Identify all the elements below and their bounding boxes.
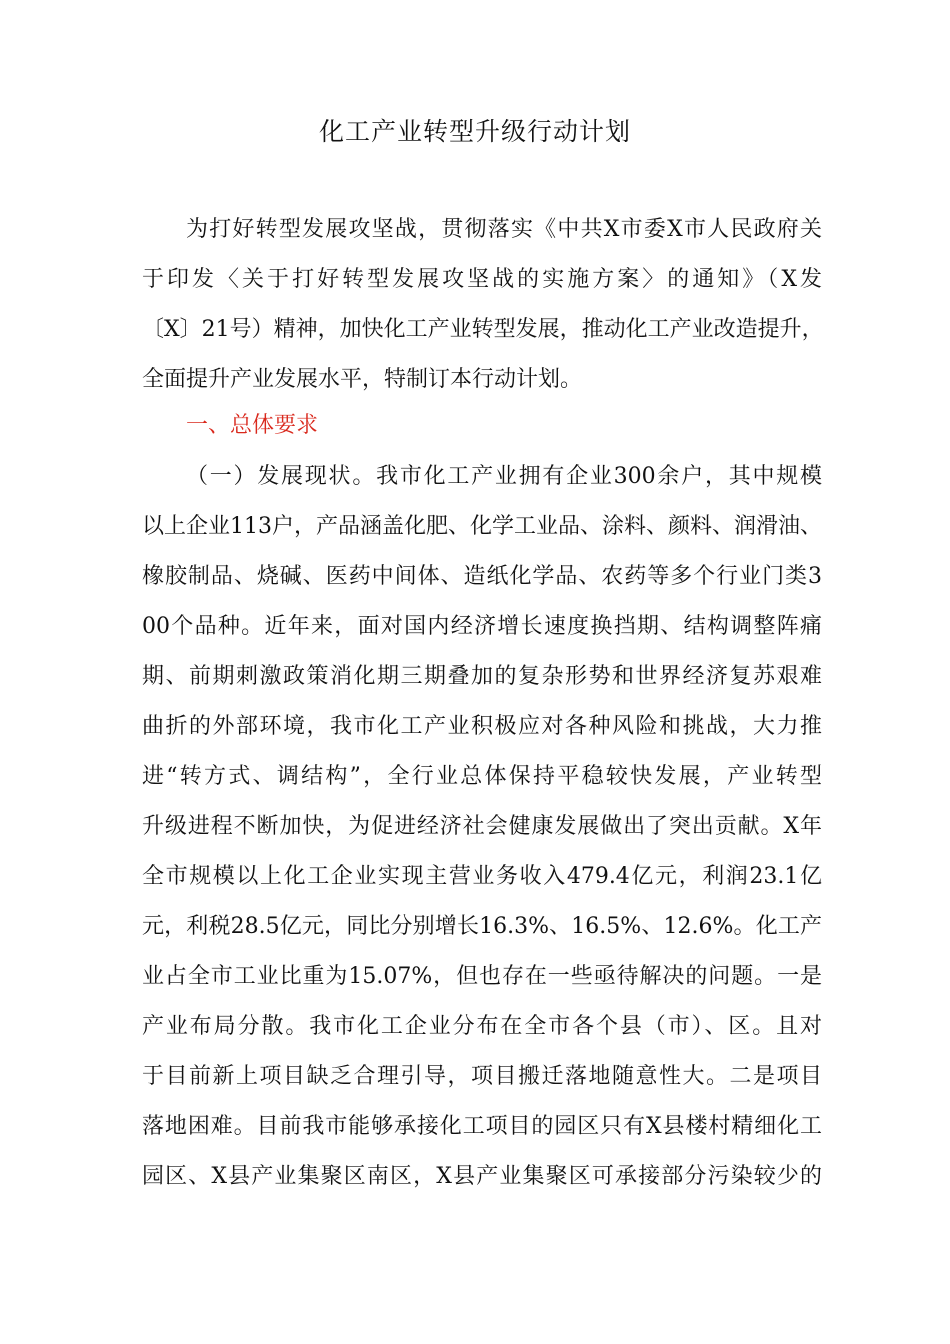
paragraph-line: （一）发展现状。我市化工产业拥有企业300余户，其中规模 — [186, 464, 822, 489]
paragraph-line: 进“转方式、调结构”，全行业总体保持平稳较快发展，产业转型 — [142, 764, 822, 789]
paragraph-line: 全面提升产业发展水平，特制订本行动计划。 — [142, 367, 583, 392]
paragraph-line: 橡胶制品、烧碱、医药中间体、造纸化学品、农药等多个行业门类3 — [142, 564, 822, 589]
paragraph-line: 产业布局分散。我市化工企业分布在全市各个县（市）、区。且对 — [142, 1014, 822, 1039]
paragraph-line: 〔X〕21号）精神，加快化工产业转型发展，推动化工产业改造提升， — [142, 317, 824, 342]
document-title: 化工产业转型升级行动计划 — [318, 117, 631, 146]
paragraph-line: 为打好转型发展攻坚战，贯彻落实《中共X市委X市人民政府关 — [186, 217, 822, 242]
paragraph-line: 元，利税28.5亿元，同比分别增长16.3%、16.5%、12.6%。化工产 — [142, 914, 822, 939]
paragraph-line: 曲折的外部环境，我市化工产业积极应对各种风险和挑战，大力推 — [142, 714, 822, 739]
paragraph-line: 00个品种。近年来，面对国内经济增长速度换挡期、结构调整阵痛 — [142, 614, 822, 639]
paragraph-line: 于目前新上项目缺乏合理引导，项目搬迁落地随意性大。二是项目 — [142, 1064, 822, 1089]
intro-paragraph — [142, 205, 822, 405]
paragraph-line: 于印发〈关于打好转型发展攻坚战的实施方案〉的通知》（X发 — [142, 267, 822, 292]
section-heading: 一、总体要求 — [186, 413, 319, 438]
paragraph-line: 业占全市工业比重为15.07%，但也存在一些亟待解决的问题。一是 — [142, 964, 822, 989]
paragraph-line: 升级进程不断加快，为促进经济社会健康发展做出了突出贡献。X年 — [142, 814, 822, 839]
section-paragraph — [142, 452, 822, 1202]
paragraph-line: 期、前期刺激政策消化期三期叠加的复杂形势和世界经济复苏艰难 — [142, 664, 822, 689]
paragraph-line: 落地困难。目前我市能够承接化工项目的园区只有X县楼村精细化工 — [142, 1114, 822, 1139]
paragraph-line: 园区、X县产业集聚区南区，X县产业集聚区可承接部分污染较少的 — [142, 1164, 822, 1189]
paragraph-line: 以上企业113户，产品涵盖化肥、化学工业品、涂料、颜料、润滑油、 — [142, 514, 822, 539]
paragraph-line: 全市规模以上化工企业实现主营业务收入479.4亿元，利润23.1亿 — [142, 864, 822, 889]
